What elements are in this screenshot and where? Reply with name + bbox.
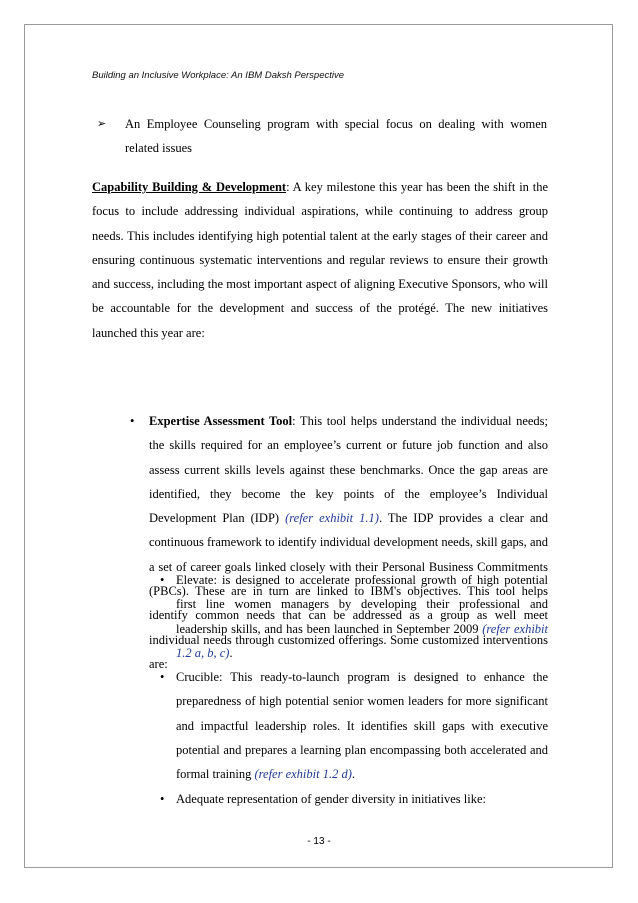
capability-body: : A key milestone this year has been the shift in the focus to include addressing individual aspirations, while continuing to address group needs. This includes identifying high potential talent at the early stages of their career and ensuring continuous systematic interventions and regular reviews to ensure their growth and success, including the most important aspect of aligning Executive Sponsors, who will be accountable for the development and success of the protégé. The new initiatives launched this year are: xyxy=(92,180,548,340)
bullet-dot-icon: • xyxy=(160,670,165,684)
exhibit-reference: (refer exhibit 1.2 a, b, c) xyxy=(176,621,548,660)
running-header: Building an Inclusive Workplace: An IBM Daksh Perspective xyxy=(92,70,345,81)
exhibit-reference: (refer exhibit 1.1) xyxy=(285,511,379,526)
arrow-bullet-icon: ➢ xyxy=(97,118,107,130)
capability-heading: Capability Building & Development xyxy=(92,180,287,194)
bullet-dot-icon: • xyxy=(160,792,165,806)
sub-bullet-crucible xyxy=(160,665,548,786)
sub-bullet-body: Adequate representation of gender diversity in initiatives like: xyxy=(176,792,486,806)
sub-bullet-text xyxy=(176,568,548,665)
sub-bullet-text xyxy=(176,665,548,786)
capability-paragraph xyxy=(92,175,548,345)
sub-bullet-body: Crucible: This ready-to-launch program is designed to enhance the preparedness of high potential senior women leaders for more significant and impactful leadership roles. It identifies skill gaps with executive potential and prepares a learning plan encompassing both accelerated and formal training xyxy=(176,670,548,782)
exhibit-reference: (refer exhibit 1.2 d) xyxy=(254,767,352,782)
sub-bullet-gender xyxy=(160,787,548,811)
bullet-dot-icon: • xyxy=(160,573,165,587)
intro-bullet xyxy=(97,112,547,160)
expertise-text-b: . The IDP provides a clear and continuous framework to identify individual development needs, skill gaps, and a set of career goals linked closely with their Personal Business Commitments (PBCs). These are in turn are linked to IBM's objectives. This tool helps identify common needs that can be addressed as a group as well meet individual needs through customized offerings. Some customized interventions are: xyxy=(149,511,548,671)
expertise-text-a: : This tool helps understand the individual needs; the skills required for an employee’s current or future job function and also assess current skills levels against these benchmarks. Once the gap areas are identified, they become the key points of the employee’s Individual Development Plan (IDP) xyxy=(149,414,548,526)
page-number: - 13 - xyxy=(307,836,331,847)
sub-bullet-tail: . xyxy=(229,645,233,660)
sub-bullet-text xyxy=(176,787,548,811)
sub-bullet-elevate xyxy=(160,568,548,665)
intro-bullet-text: An Employee Counseling program with special focus on dealing with women related issues xyxy=(125,117,547,155)
expertise-title: Expertise Assessment Tool xyxy=(149,414,293,428)
sub-bullet-body: Elevate: is designed to accelerate professional growth of high potential first line women managers by developing their professional and leadership skills, and has been launched in September 2009 xyxy=(176,573,548,636)
bullet-dot-icon: • xyxy=(130,414,135,428)
sub-bullet-tail: . xyxy=(351,767,356,782)
